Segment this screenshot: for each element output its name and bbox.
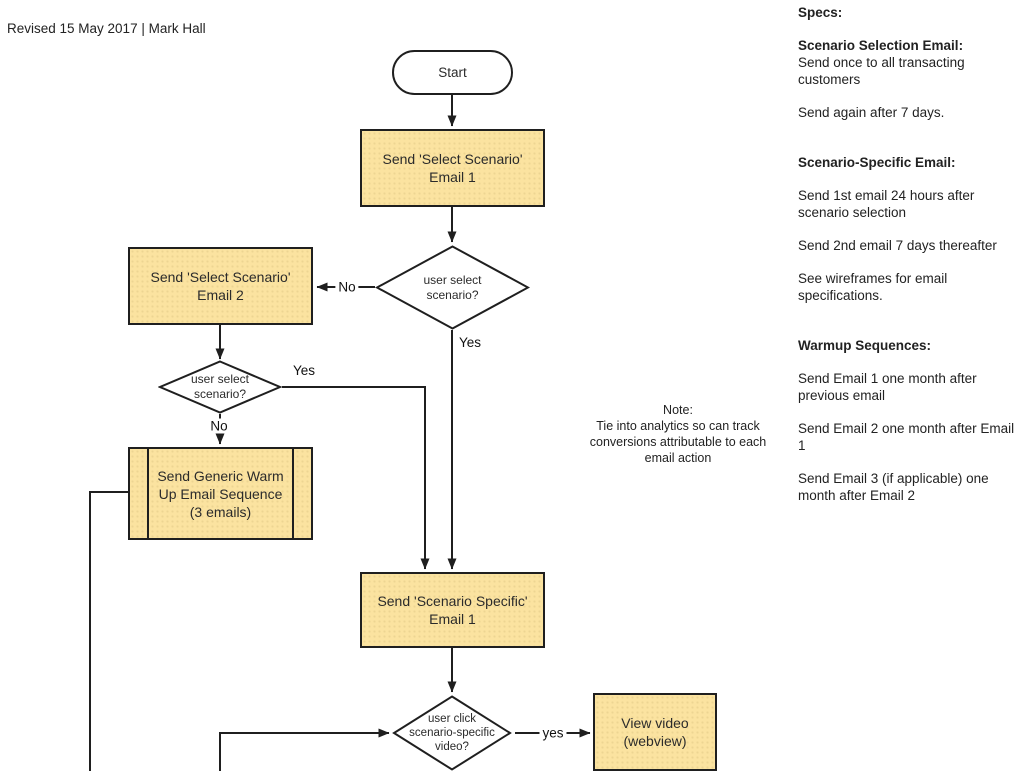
node-view-video-webview[interactable] bbox=[593, 693, 717, 771]
note-line: conversions attributable to each bbox=[589, 435, 767, 449]
node-send-generic-warmup-sequence[interactable] bbox=[128, 447, 313, 540]
node-label: View video bbox=[621, 715, 689, 731]
edge-label-yes-2[interactable]: Yes bbox=[293, 363, 316, 378]
node-label: Up Email Sequence bbox=[158, 485, 283, 502]
node-label bbox=[191, 372, 249, 402]
predefined-process-bar bbox=[147, 449, 149, 538]
node-label-line: scenario? bbox=[193, 387, 247, 401]
edge-label-no-2[interactable]: No bbox=[207, 419, 230, 434]
edge-warmup-loop-down bbox=[90, 492, 128, 771]
predefined-process-bar bbox=[292, 449, 294, 538]
edge-label-no-1[interactable]: No bbox=[335, 280, 358, 295]
node-label-line: scenario? bbox=[426, 287, 479, 302]
node-label: Send 'Select Scenario' bbox=[382, 151, 523, 167]
specs-title: Specs: bbox=[798, 5, 843, 20]
revision-note: Revised 15 May 2017 | Mark Hall bbox=[7, 21, 206, 36]
node-label bbox=[423, 273, 481, 303]
node-label-line: scenario-specific bbox=[409, 727, 495, 739]
specs-paragraph: Send again after 7 days. bbox=[798, 105, 945, 120]
specs-heading-scenario-selection: Scenario Selection Email: bbox=[798, 38, 964, 53]
node-label bbox=[409, 712, 495, 754]
node-label-line: user click bbox=[428, 713, 476, 725]
node-label: Send Generic Warm bbox=[157, 467, 284, 484]
specs-paragraph: See wireframes for email specifications. bbox=[798, 271, 948, 303]
node-send-scenario-specific-email-1[interactable] bbox=[360, 572, 545, 648]
node-label-line: video? bbox=[435, 741, 469, 753]
node-label: Send 'Scenario Specific' bbox=[377, 593, 528, 609]
specs-paragraph: Send Email 3 (if applicable) one month after Email 2 bbox=[798, 471, 989, 503]
note-line: Tie into analytics so can track bbox=[596, 419, 760, 433]
node-label: (3 emails) bbox=[189, 503, 252, 520]
specs-paragraph: Send Email 1 one month after previous email bbox=[798, 371, 977, 403]
node-decision-user-click-video[interactable] bbox=[392, 695, 512, 771]
node-label: Email 1 bbox=[429, 611, 476, 627]
edge-bottom-loop-to-decision3 bbox=[220, 733, 389, 771]
node-label: Email 1 bbox=[429, 169, 476, 185]
node-label-line: user select bbox=[190, 372, 250, 386]
note-line: email action bbox=[644, 451, 712, 465]
specs-heading-scenario-specific: Scenario-Specific Email: bbox=[798, 155, 956, 170]
node-label: Start bbox=[438, 65, 467, 80]
node-label-line: user select bbox=[423, 272, 482, 287]
node-start[interactable] bbox=[392, 50, 513, 95]
specs-paragraph: Send 2nd email 7 days thereafter bbox=[798, 238, 997, 253]
note-line: Note: bbox=[663, 403, 693, 417]
specs-paragraph: Send once to all transacting customers bbox=[798, 55, 965, 87]
node-label: Email 2 bbox=[197, 287, 244, 303]
node-send-select-scenario-email-2[interactable] bbox=[128, 247, 313, 325]
specs-paragraph: Send 1st email 24 hours after scenario selection bbox=[798, 188, 975, 220]
analytics-note bbox=[556, 402, 800, 466]
specs-paragraph: Send Email 2 one month after Email 1 bbox=[798, 421, 1015, 453]
node-send-select-scenario-email-1[interactable] bbox=[360, 129, 545, 207]
node-label: (webview) bbox=[623, 733, 687, 749]
node-label: Send 'Select Scenario' bbox=[150, 269, 291, 285]
edge-label-yes-1[interactable]: Yes bbox=[459, 335, 482, 350]
specs-panel bbox=[798, 4, 1022, 504]
node-decision-user-select-scenario-2[interactable] bbox=[158, 360, 282, 414]
specs-heading-warmup-sequences: Warmup Sequences: bbox=[798, 338, 932, 353]
node-decision-user-select-scenario-1[interactable] bbox=[375, 245, 530, 330]
edge-label-yes-3[interactable]: yes bbox=[539, 726, 566, 741]
